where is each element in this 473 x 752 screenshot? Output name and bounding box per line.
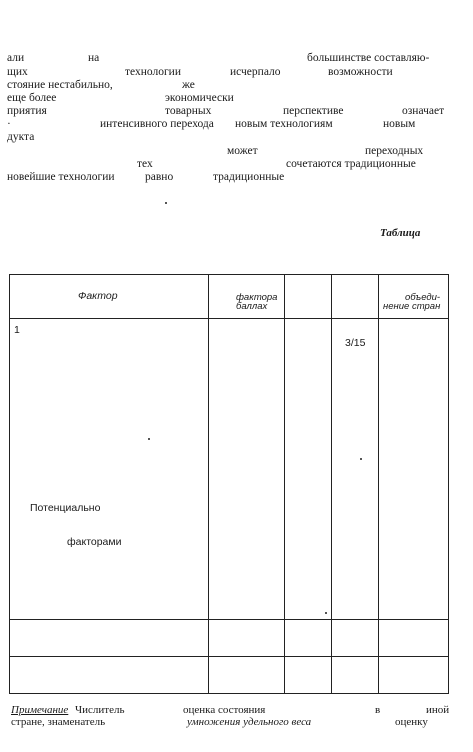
text-fragment: равно xyxy=(145,171,174,183)
text-fragment: технологии xyxy=(125,66,181,78)
text-fragment: новейшие технологии xyxy=(7,171,115,183)
table-row-divider xyxy=(9,619,449,620)
text-fragment: еще более xyxy=(7,92,57,104)
text-fragment: переходных xyxy=(365,145,424,157)
text-fragment: приятия xyxy=(7,105,47,117)
text-fragment: тех xyxy=(137,158,153,170)
table-header-divider xyxy=(9,318,449,319)
text-fragment: может xyxy=(227,145,258,157)
table-col-divider xyxy=(331,274,332,694)
row-number: 1 xyxy=(14,324,20,336)
note-text: оценку xyxy=(395,716,428,728)
text-fragment: традиционные xyxy=(213,171,285,183)
header-score-line-1: фактора xyxy=(236,292,278,303)
text-fragment: али xyxy=(7,52,25,64)
header-union-line-2: нение стран xyxy=(383,301,441,312)
note-text: Числитель xyxy=(75,704,125,716)
header-factor: Фактор xyxy=(78,290,118,302)
table-col-divider xyxy=(208,274,209,694)
text-fragment: большинстве составляю- xyxy=(307,52,430,64)
text-fragment: исчерпало xyxy=(230,66,281,78)
table-caption: Таблица xyxy=(380,227,421,239)
text-fragment: означает xyxy=(402,105,445,117)
row-text-1: Потенциально xyxy=(30,502,101,514)
text-fragment: новым xyxy=(383,118,416,130)
text-fragment: перспективе xyxy=(283,105,344,117)
text-fragment: дукта xyxy=(7,131,35,143)
text-fragment: стояние нестабильно, xyxy=(7,79,113,91)
text-fragment: на xyxy=(88,52,100,64)
scan-speck xyxy=(360,458,362,460)
text-fragment: товарных xyxy=(165,105,212,117)
text-fragment: сочетаются традиционные xyxy=(286,158,416,170)
table-col-divider xyxy=(378,274,379,694)
scan-speck xyxy=(325,612,327,614)
note-text: иной xyxy=(426,704,450,716)
table-border-bottom xyxy=(9,693,449,694)
row-text-2: факторами xyxy=(67,536,122,548)
table-border-left xyxy=(9,274,10,694)
scan-speck xyxy=(148,438,150,440)
table-row-divider xyxy=(9,656,449,657)
table-border-right xyxy=(448,274,449,694)
text-fragment: · xyxy=(7,118,11,130)
note-text: стране, знаменатель xyxy=(11,716,106,728)
table-border-top xyxy=(9,274,449,275)
text-fragment: экономически xyxy=(165,92,234,104)
header-score-line-2: баллах xyxy=(236,301,268,312)
table-col-divider xyxy=(284,274,285,694)
note-text: умножения удельного веса xyxy=(187,716,312,728)
note-text: оценка состояния xyxy=(183,704,266,716)
text-fragment: щих xyxy=(7,66,28,78)
row-value: 3/15 xyxy=(345,337,366,349)
text-fragment: же xyxy=(182,79,195,91)
text-fragment: интенсивного перехода xyxy=(100,118,214,130)
note-text: в xyxy=(375,704,381,716)
text-fragment: возможности xyxy=(328,66,393,78)
text-fragment: новым технологиям xyxy=(235,118,333,130)
note-label: Примечание xyxy=(11,704,69,716)
header-union-line-1: объеди- xyxy=(405,292,441,303)
scan-speck xyxy=(165,202,167,204)
